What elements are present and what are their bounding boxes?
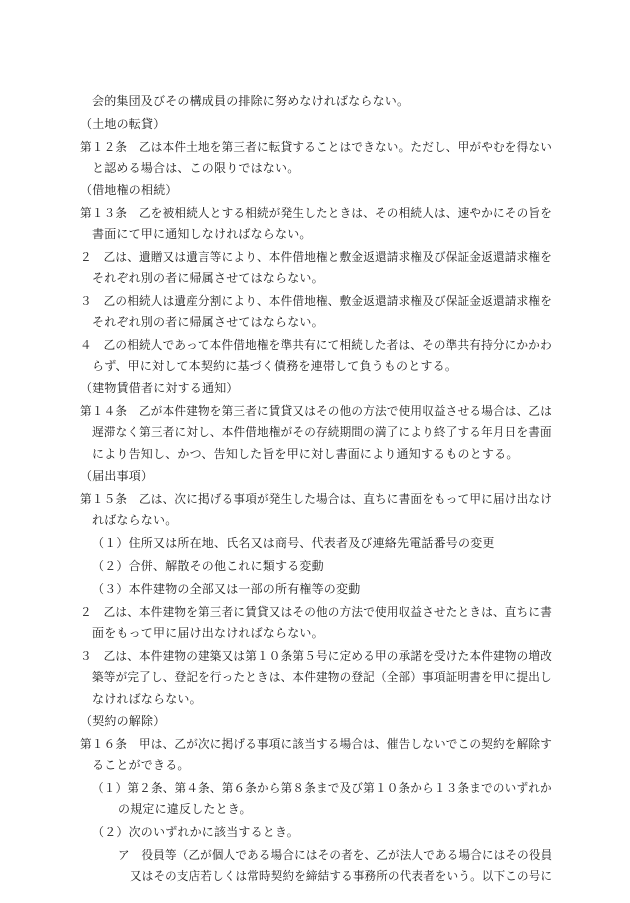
article-line: 第１２条 乙は本件土地を第三者に転貸することはできない。ただし、甲がやむを得ない <box>80 140 553 154</box>
paragraph-line: ３ 乙は、本件建物の建築又は第１０条第５号に定める甲の承諾を受けた本件建物の増改 <box>80 649 553 663</box>
text-line: 面をもって甲に届け出なければならない。 <box>92 626 324 640</box>
text-line: により告知し、かつ、告知した旨を甲に対し書面により通知するものとする。 <box>92 447 519 461</box>
list-item: （１）住所又は所在地、氏名又は商号、代表者及び連絡先電話番号の変更 <box>92 536 495 550</box>
text-line: 遅滞なく第三者に対し、本件借地権がその存続期間の満了により終了する年月日を書面 <box>92 425 552 439</box>
article-line: 第１４条 乙が本件建物を第三者に賃貸又はその他の方法で使用収益させる場合は、乙は <box>80 404 553 418</box>
section-heading: （土地の転貸） <box>80 117 166 131</box>
list-item: （３）本件建物の全部又は一部の所有権等の変動 <box>92 582 361 596</box>
text-line: の規定に違反したとき。 <box>118 802 252 816</box>
text-line: ることができる。 <box>92 758 190 772</box>
text-line: それぞれ別の者に帰属させてはならない。 <box>92 271 324 285</box>
text-line: 築等が完了し、登記を行ったときは、本件建物の登記（全部）事項証明書を甲に提出し <box>92 670 552 684</box>
text-line: と認める場合は、この限りではない。 <box>92 161 300 175</box>
paragraph-line: ２ 乙は、本件建物を第三者に賃貸又はその他の方法で使用収益させたときは、直ちに書 <box>80 605 553 619</box>
text-line: らず、甲に対して本契約に基づく債務を連帯して負うものとする。 <box>92 359 458 373</box>
paragraph-line: ２ 乙は、遺贈又は遺言等により、本件借地権と敷金返還請求権及び保証金返還請求権を <box>80 250 553 264</box>
text-line: ればならない。 <box>92 513 178 527</box>
text-line: なければならない。 <box>92 692 202 706</box>
section-heading: （建物賃借者に対する通知） <box>80 381 239 395</box>
article-line: 第１３条 乙を被相続人とする相続が発生したときは、その相続人は、速やかにその旨を <box>80 206 553 220</box>
section-heading: （契約の解除） <box>80 714 166 728</box>
sub-item: ア 役員等（乙が個人である場合にはその者を、乙が法人である場合にはその役員 <box>118 848 553 862</box>
paragraph-line: ３ 乙の相続人は遺産分割により、本件借地権、敷金返還請求権及び保証金返還請求権を <box>80 294 553 308</box>
text-line: 又はその支店若しくは常時契約を締結する事務所の代表者をいう。以下この号に <box>130 869 553 883</box>
section-heading: （借地権の相続） <box>80 183 178 197</box>
article-line: 第１５条 乙は、次に掲げる事項が発生した場合は、直ちに書面をもって甲に届け出なけ <box>80 492 553 506</box>
list-item: （１）第２条、第４条、第６条から第８条まで及び第１０条から１３条までのいずれか <box>92 781 552 795</box>
section-heading: （届出事項） <box>80 469 154 483</box>
paragraph-line: ４ 乙の相続人であって本件借地権を準共有にて相続した者は、その準共有持分にかかわ <box>80 338 552 352</box>
text-line: それぞれ別の者に帰属させてはならない。 <box>92 315 324 329</box>
article-line: 第１６条 甲は、乙が次に掲げる事項に該当する場合は、催告しないでこの契約を解除す <box>80 737 553 751</box>
text-line: 会的集団及びその構成員の排除に努めなければならない。 <box>92 94 410 108</box>
list-item: （２）次のいずれかに該当するとき。 <box>92 825 299 839</box>
list-item: （２）合併、解散その他これに類する変動 <box>92 559 324 573</box>
text-line: 書面にて甲に通知しなければならない。 <box>92 227 312 241</box>
